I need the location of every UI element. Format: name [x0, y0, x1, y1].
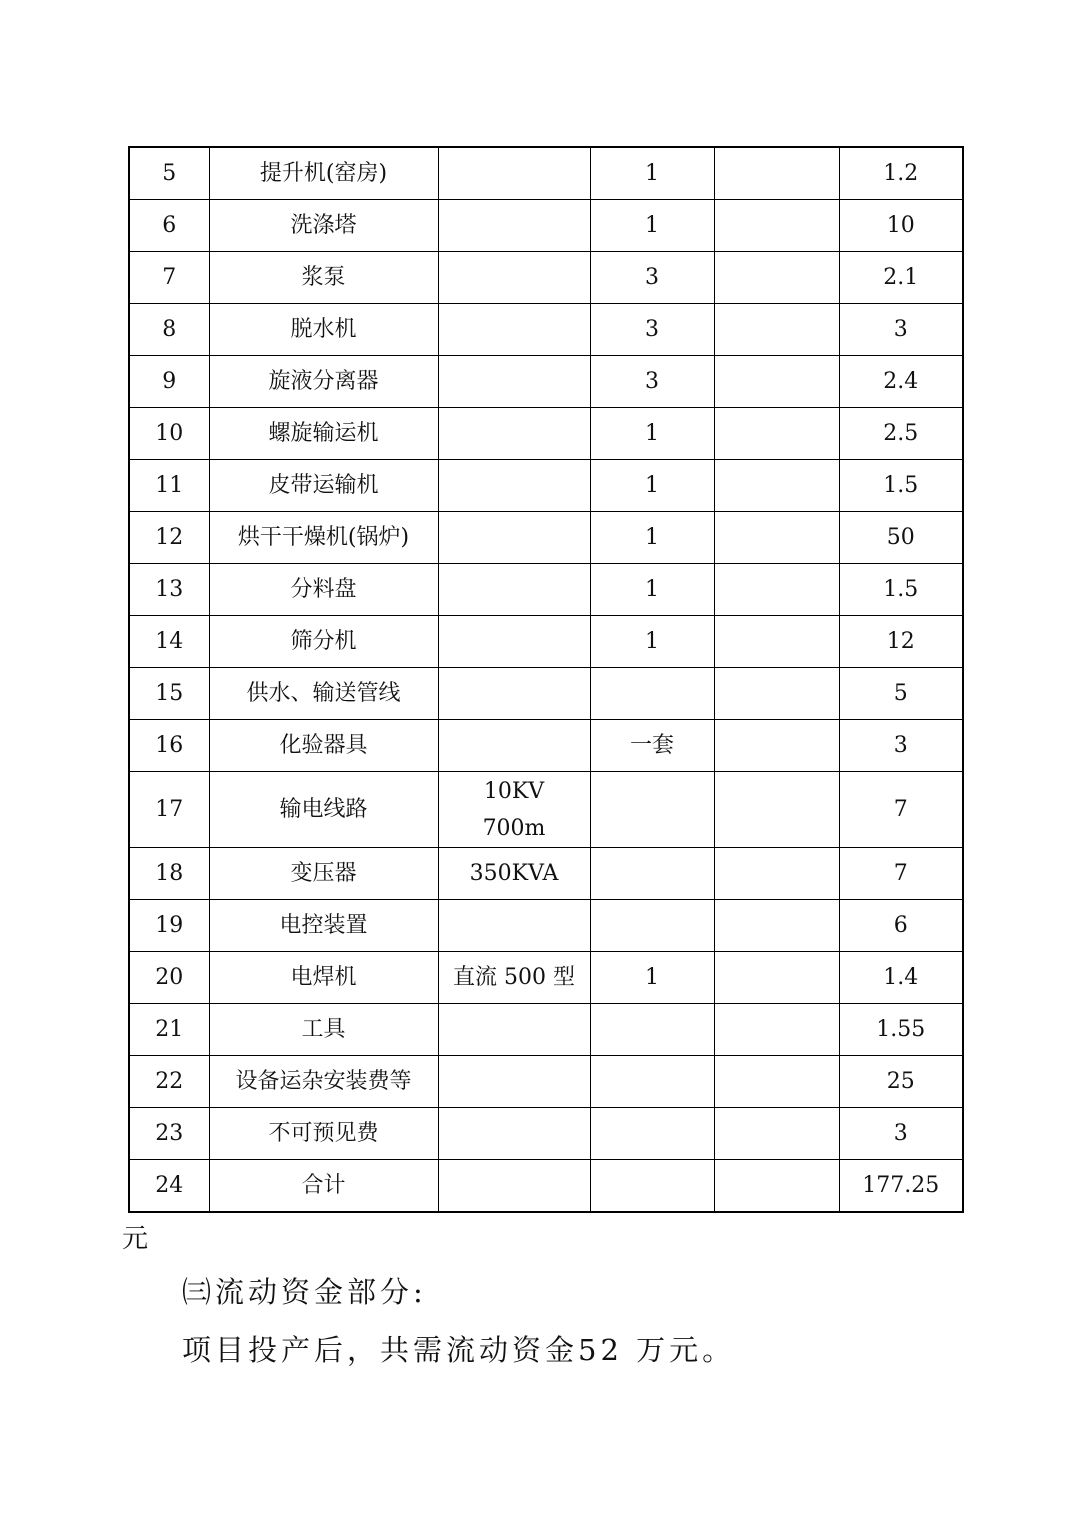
unit-price-cell — [714, 616, 839, 668]
row-number-cell: 23 — [129, 1108, 209, 1160]
spec-line: 700m — [482, 815, 546, 841]
quantity-cell: 3 — [590, 356, 714, 408]
table-row — [129, 304, 963, 356]
row-number-cell: 19 — [129, 900, 209, 952]
working-capital-paragraph: 项目投产后，共需流动资金52 万元。 — [182, 1333, 736, 1367]
spec-cell — [438, 1056, 590, 1108]
row-number-cell: 9 — [129, 356, 209, 408]
item-name-cell: 提升机(窑房) — [209, 147, 438, 200]
row-number-cell: 12 — [129, 512, 209, 564]
amount-cell: 1.2 — [839, 147, 963, 200]
unit-price-cell — [714, 356, 839, 408]
amount-cell: 12 — [839, 616, 963, 668]
item-name-cell: 筛分机 — [209, 616, 438, 668]
quantity-cell: 3 — [590, 304, 714, 356]
table-row — [129, 616, 963, 668]
spec-cell — [438, 356, 590, 408]
row-number-cell: 10 — [129, 408, 209, 460]
table-row — [129, 460, 963, 512]
table-body — [129, 147, 963, 1212]
quantity-cell — [590, 668, 714, 720]
unit-price-cell — [714, 848, 839, 900]
item-name-cell: 设备运杂安装费等 — [209, 1056, 438, 1108]
amount-cell: 6 — [839, 900, 963, 952]
spec-cell — [438, 147, 590, 200]
spec-cell: 直流 500 型 — [438, 952, 590, 1004]
spec-cell — [438, 304, 590, 356]
unit-price-cell — [714, 1108, 839, 1160]
quantity-cell — [590, 1004, 714, 1056]
table-row — [129, 720, 963, 772]
spec-cell — [438, 408, 590, 460]
unit-price-cell — [714, 564, 839, 616]
unit-price-cell — [714, 772, 839, 848]
amount-cell: 10 — [839, 200, 963, 252]
amount-cell: 3 — [839, 304, 963, 356]
amount-cell: 1.5 — [839, 564, 963, 616]
item-name-cell: 化验器具 — [209, 720, 438, 772]
amount-cell: 1.55 — [839, 1004, 963, 1056]
spec-cell — [438, 1160, 590, 1213]
unit-price-cell — [714, 304, 839, 356]
unit-label: 元 — [122, 1224, 149, 1254]
row-number-cell: 21 — [129, 1004, 209, 1056]
spec-cell: 350KVA — [438, 848, 590, 900]
spec-cell — [438, 772, 590, 848]
unit-price-cell — [714, 200, 839, 252]
item-name-cell: 供水、输送管线 — [209, 668, 438, 720]
unit-price-cell — [714, 720, 839, 772]
table-row — [129, 1004, 963, 1056]
quantity-cell: 3 — [590, 252, 714, 304]
quantity-cell — [590, 1056, 714, 1108]
table-row — [129, 772, 963, 848]
table-row — [129, 900, 963, 952]
quantity-cell: 1 — [590, 147, 714, 200]
item-name-cell: 脱水机 — [209, 304, 438, 356]
item-name-cell: 变压器 — [209, 848, 438, 900]
table-row — [129, 356, 963, 408]
table-row — [129, 848, 963, 900]
quantity-cell: 1 — [590, 460, 714, 512]
table-row — [129, 1056, 963, 1108]
spec-cell — [438, 720, 590, 772]
row-number-cell: 5 — [129, 147, 209, 200]
spec-cell — [438, 564, 590, 616]
amount-cell: 2.4 — [839, 356, 963, 408]
item-name-cell: 螺旋输运机 — [209, 408, 438, 460]
unit-price-cell — [714, 1004, 839, 1056]
unit-price-cell — [714, 668, 839, 720]
unit-price-cell — [714, 900, 839, 952]
item-name-cell: 旋液分离器 — [209, 356, 438, 408]
item-name-cell: 工具 — [209, 1004, 438, 1056]
amount-cell: 25 — [839, 1056, 963, 1108]
quantity-cell: 一套 — [590, 720, 714, 772]
quantity-cell: 1 — [590, 200, 714, 252]
amount-cell: 7 — [839, 772, 963, 848]
amount-cell: 2.5 — [839, 408, 963, 460]
row-number-cell: 17 — [129, 772, 209, 848]
item-name-cell: 烘干干燥机(锅炉) — [209, 512, 438, 564]
equipment-cost-table — [128, 146, 964, 1213]
row-number-cell: 7 — [129, 252, 209, 304]
table-row — [129, 952, 963, 1004]
quantity-cell — [590, 848, 714, 900]
amount-cell: 2.1 — [839, 252, 963, 304]
item-name-cell: 浆泵 — [209, 252, 438, 304]
row-number-cell: 15 — [129, 668, 209, 720]
row-number-cell: 20 — [129, 952, 209, 1004]
quantity-cell — [590, 900, 714, 952]
table-row — [129, 1108, 963, 1160]
unit-price-cell — [714, 512, 839, 564]
amount-cell: 50 — [839, 512, 963, 564]
table-row — [129, 252, 963, 304]
unit-price-cell — [714, 252, 839, 304]
amount-cell: 3 — [839, 1108, 963, 1160]
amount-cell: 5 — [839, 668, 963, 720]
row-number-cell: 16 — [129, 720, 209, 772]
item-name-cell: 皮带运输机 — [209, 460, 438, 512]
spec-cell — [438, 616, 590, 668]
item-name-cell: 输电线路 — [209, 772, 438, 848]
table-row — [129, 408, 963, 460]
quantity-cell — [590, 1160, 714, 1213]
amount-cell: 1.4 — [839, 952, 963, 1004]
amount-cell: 3 — [839, 720, 963, 772]
item-name-cell: 不可预见费 — [209, 1108, 438, 1160]
table-row — [129, 668, 963, 720]
quantity-cell: 1 — [590, 616, 714, 668]
spec-cell — [438, 900, 590, 952]
quantity-cell: 1 — [590, 408, 714, 460]
unit-price-cell — [714, 147, 839, 200]
row-number-cell: 24 — [129, 1160, 209, 1213]
item-name-cell: 洗涤塔 — [209, 200, 438, 252]
spec-cell — [438, 460, 590, 512]
spec-cell — [438, 252, 590, 304]
row-number-cell: 18 — [129, 848, 209, 900]
item-name-cell: 电控装置 — [209, 900, 438, 952]
spec-cell — [438, 668, 590, 720]
spec-cell — [438, 1108, 590, 1160]
amount-cell: 7 — [839, 848, 963, 900]
table-row — [129, 200, 963, 252]
item-name-cell: 分料盘 — [209, 564, 438, 616]
table-row — [129, 147, 963, 200]
row-number-cell: 11 — [129, 460, 209, 512]
table-row — [129, 1160, 963, 1213]
row-number-cell: 13 — [129, 564, 209, 616]
item-name-cell: 电焊机 — [209, 952, 438, 1004]
item-name-cell: 合计 — [209, 1160, 438, 1213]
quantity-cell: 1 — [590, 952, 714, 1004]
table-row — [129, 564, 963, 616]
unit-price-cell — [714, 460, 839, 512]
quantity-cell — [590, 772, 714, 848]
spec-cell — [438, 1004, 590, 1056]
amount-cell: 1.5 — [839, 460, 963, 512]
spec-cell — [438, 512, 590, 564]
table-row — [129, 512, 963, 564]
unit-price-cell — [714, 408, 839, 460]
quantity-cell — [590, 1108, 714, 1160]
unit-price-cell — [714, 1160, 839, 1213]
row-number-cell: 8 — [129, 304, 209, 356]
amount-cell: 177.25 — [839, 1160, 963, 1213]
row-number-cell: 22 — [129, 1056, 209, 1108]
unit-price-cell — [714, 1056, 839, 1108]
row-number-cell: 14 — [129, 616, 209, 668]
unit-price-cell — [714, 952, 839, 1004]
section-heading: ㈢流动资金部分: — [182, 1275, 427, 1309]
row-number-cell: 6 — [129, 200, 209, 252]
quantity-cell: 1 — [590, 564, 714, 616]
spec-line: 10KV — [483, 778, 545, 804]
quantity-cell: 1 — [590, 512, 714, 564]
spec-cell — [438, 200, 590, 252]
